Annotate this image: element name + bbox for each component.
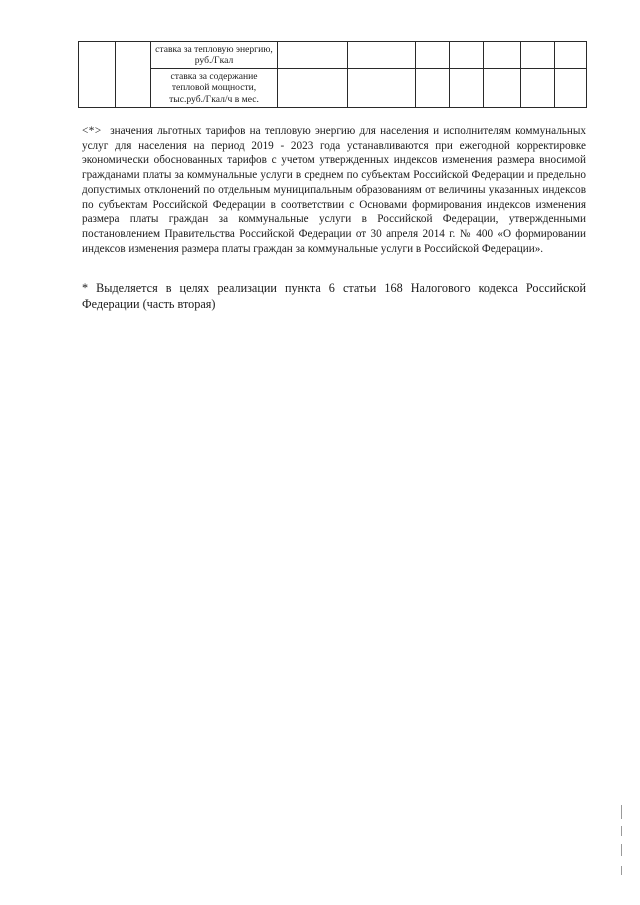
note-marker: <*>	[82, 125, 102, 137]
table-cell-empty	[450, 42, 484, 69]
table-cell-empty	[555, 42, 587, 69]
table-cell-empty	[484, 69, 521, 108]
scan-mark	[621, 805, 622, 819]
scan-mark	[621, 826, 622, 836]
note-text: значения льготных тарифов на тепловую энергию для населения и исполнителям коммунальных услуг для населения на период 2019 - 2023 года устанавливаются при ежегодной корректировке экономически обоснованных тарифов с учетом утвержденных индексов изменения размера вносимой гражданами платы за коммунальные услуги в среднем по субъектам Российской Федерации и предельно допустимых отклонений по отдельным муниципальным образованиям от величины указанных индексов по субъектам Российской Федерации в соответствии с Основами формирования индексов изменения размера платы граждан за коммунальные услуги в Российской Федерации, утвержденными постановлением Правительства Российской Федерации от 30 апреля 2014 г. № 400 «О формировании индексов изменения размера платы граждан за коммунальные услуги в Российской Федерации».	[82, 125, 586, 255]
table-cell-empty	[555, 69, 587, 108]
table-cell-empty	[521, 42, 555, 69]
table-cell-empty	[521, 69, 555, 108]
table-cell-rate-label: ставка за тепловую энергию, руб./Гкал	[151, 42, 278, 69]
table-row	[79, 69, 587, 108]
table-cell-empty	[416, 42, 450, 69]
scan-mark	[621, 866, 622, 875]
table-cell-empty	[416, 69, 450, 108]
tariff-note	[82, 124, 586, 256]
table-cell-rate-label: ставка за содержание тепловой мощности, тыс.руб./Гкал/ч в мес.	[151, 69, 278, 108]
table-cell-empty	[278, 69, 348, 108]
scan-mark	[621, 844, 622, 856]
tax-footnote: * Выделяется в целях реализации пункта 6 статьи 168 Налогового кодекса Российской Федерации (часть вторая)	[82, 281, 586, 311]
table-cell-empty	[348, 42, 416, 69]
table-cell-empty	[278, 42, 348, 69]
table-cell-empty	[79, 42, 116, 108]
tariff-table	[78, 41, 587, 108]
table-row	[79, 42, 587, 69]
table-cell-empty	[450, 69, 484, 108]
table-cell-empty	[348, 69, 416, 108]
table-cell-empty	[484, 42, 521, 69]
table-cell-empty	[116, 42, 151, 108]
